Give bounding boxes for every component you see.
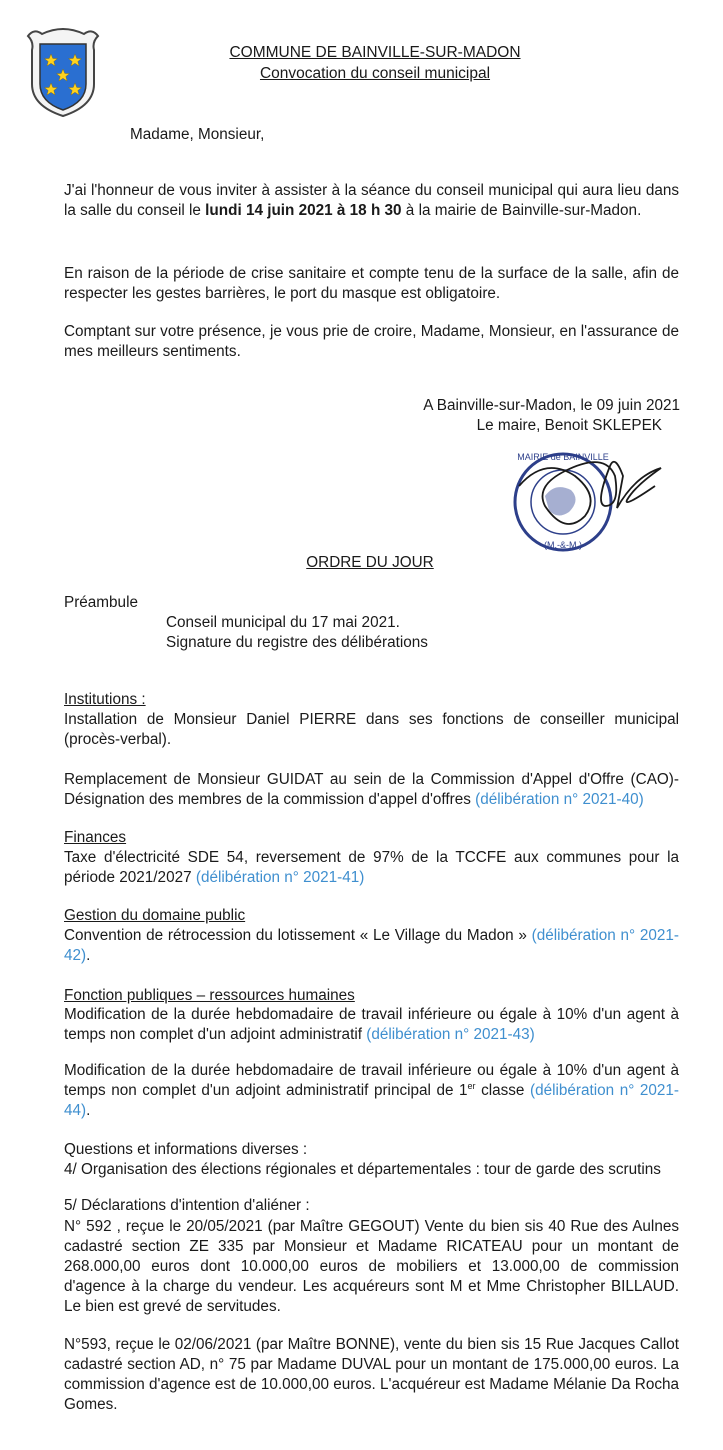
closing-paragraph: Comptant sur votre présence, je vous prie de croire, Madame, Monsieur, en l'assurance de mes meilleurs sentiments. (64, 323, 679, 360)
domaine-item (64, 926, 679, 966)
preambule-label: Préambule (64, 594, 138, 611)
preambule-item: Signature du registre des délibérations (166, 634, 428, 651)
questions-item-4: 4/ Organisation des élections régionales et départementales : tour de garde des scrutins (64, 1161, 661, 1178)
fonction-item-2 (64, 1061, 679, 1121)
deliberation-ref: (délibération n° 2021-40) (475, 791, 644, 808)
fonction-item-1 (64, 1005, 679, 1045)
section-heading-domaine-public: Gestion du domaine public (64, 907, 246, 924)
invitation-text-before: J'ai l'honneur de vous inviter à assister à la séance du conseil municipal qui aura lieu dans la salle du conseil le (64, 182, 679, 219)
fonction-item-2-text: Modification de la durée hebdomadaire de travail inférieure ou égale à 10% d'un agent à temps non complet d'un adjoint administratif principal de 1 (64, 1062, 679, 1099)
fonction-item-2-after: classe (475, 1082, 530, 1099)
fonction-item-1-text: Modification de la durée hebdomadaire de travail inférieure ou égale à 10% d'un agent à temps non complet d'un adjoint administratif (64, 1006, 679, 1043)
dia-593: N°593, reçue le 02/06/2021 (par Maître BONNE), vente du bien sis 15 Rue Jacques Callot cadastré section AD, n° 75 par Madame DUVAL pour un montant de 175.000,00 euros. La commission d'agence est de 10.000,00 euros. L'acquéreur est Madame Mélanie Da Rocha Gomes. (64, 1336, 679, 1413)
finances-item (64, 848, 679, 888)
document-subtitle: Convocation du conseil municipal (259, 65, 491, 82)
place-and-date: A Bainville-sur-Madon, le 09 juin 2021 (423, 397, 680, 414)
preambule-list (166, 613, 428, 653)
deliberation-ref: (délibération n° 2021-43) (366, 1026, 535, 1043)
svg-text:MAIRIE de BAINVILLE: MAIRIE de BAINVILLE (517, 452, 609, 462)
institutions-item-1: Installation de Monsieur Daniel PIERRE dans ses fonctions de conseiller municipal (procès-verbal). (64, 711, 679, 748)
salutation: Madame, Monsieur, (130, 126, 265, 143)
institutions-item-2 (64, 770, 679, 810)
fonction-item-2-tail: . (86, 1102, 91, 1119)
dia-592: N° 592 , reçue le 20/05/2021 (par Maître GEGOUT) Vente du bien sis 40 Rue des Aulnes cadastré section ZE 335 par Monsieur et Madame RICATEAU pour un montant de 268.000,00 euros dont 10.000,00 euros de mobiliers et 13.000,00 de commission d'agence à la charge du vendeur. Les acquéreurs sont M et Mme Christopher BILLAUD. Le bien est grevé de servitudes. (64, 1218, 679, 1315)
superscript: er (467, 1080, 476, 1091)
meeting-date: lundi 14 juin 2021 à 18 h 30 (205, 202, 402, 219)
mayor-seal-and-signature (505, 446, 665, 564)
commune-crest-logo (22, 26, 104, 118)
preambule-item: Conseil municipal du 17 mai 2021. (166, 614, 400, 631)
questions-item-5-title: 5/ Déclarations d'intention d'aliéner : (64, 1197, 310, 1214)
finances-item-text: Taxe d'électricité SDE 54, reversement de 97% de la TCCFE aux communes pour la période 2021/2027 (64, 849, 679, 886)
section-heading-questions: Questions et informations diverses : (64, 1141, 308, 1158)
commune-name: COMMUNE DE BAINVILLE-SUR-MADON (229, 44, 521, 61)
section-heading-institutions: Institutions : (64, 691, 146, 708)
domaine-item-text: Convention de rétrocession du lotissement « Le Village du Madon » (64, 927, 532, 944)
health-notice-paragraph: En raison de la période de crise sanitaire et compte tenu de la surface de la salle, afin de respecter les gestes barrières, le port du masque est obligatoire. (64, 265, 679, 302)
signatory: Le maire, Benoit SKLEPEK (476, 417, 662, 434)
section-heading-fonction-publique: Fonction publiques – ressources humaines (64, 987, 355, 1004)
deliberation-ref: (délibération n° 2021-41) (195, 869, 365, 886)
agenda-title: ORDRE DU JOUR (306, 554, 434, 571)
invitation-text-after: à la mairie de Bainville-sur-Madon. (401, 202, 642, 219)
section-heading-finances: Finances (64, 829, 127, 846)
institutions-item-2-text: Remplacement de Monsieur GUIDAT au sein de la Commission d'Appel d'Offre (CAO)- Désignation des membres de la commission d'appel d'offres (64, 771, 679, 808)
deliberation-ref: (délibération n° 2021-44) (64, 1082, 679, 1119)
deliberation-ref: (délibération n° 2021-42) (64, 927, 679, 964)
domaine-item-tail: . (86, 947, 91, 964)
svg-text:(M.-&-M.): (M.-&-M.) (544, 540, 582, 550)
invitation-paragraph (64, 181, 679, 221)
